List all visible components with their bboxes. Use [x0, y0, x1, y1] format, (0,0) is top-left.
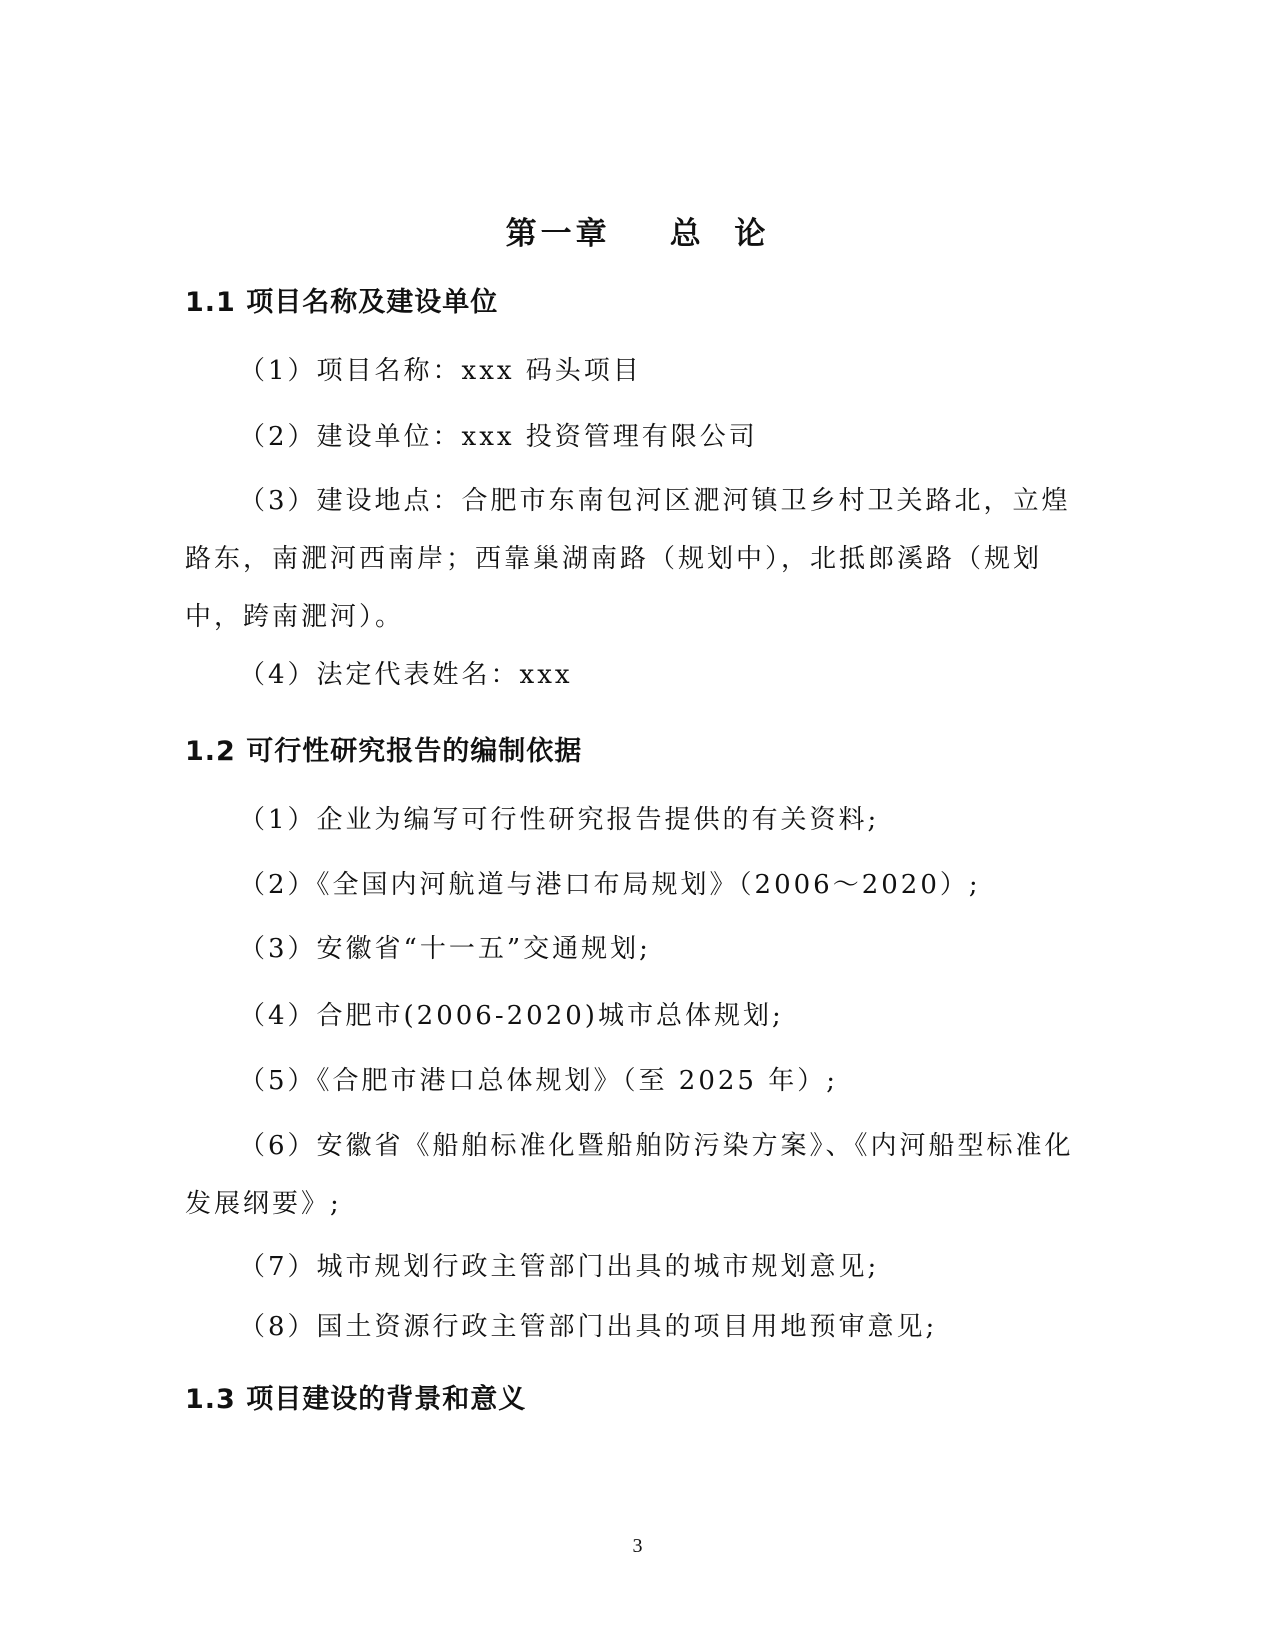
paragraph-basis-4: （4）合肥市(2006-2020)城市总体规划; [239, 1001, 784, 1031]
paragraph-construction-site: （3）建设地点：合肥市东南包河区淝河镇卫乡村卫关路北，立煌路东，南淝河西南岸；西靠巢湖南路（规划中），北抵郎溪路（规划中，跨南淝河）。 [185, 486, 1071, 632]
section-heading-1-1: 1.1 项目名称及建设单位 [185, 287, 499, 318]
paragraph-basis-6: （6）安徽省《船舶标准化暨船舶防污染方案》、《内河船型标准化发展纲要》; [185, 1131, 1074, 1219]
paragraph-basis-1: （1）企业为编写可行性研究报告提供的有关资料; [239, 805, 880, 835]
paragraph-basis-2: （2）《全国内河航道与港口布局规划》（2006～2020）; [239, 870, 981, 900]
paragraph-basis-5: （5）《合肥市港口总体规划》（至 2025 年）; [239, 1066, 838, 1096]
chapter-title: 第一章 总 论 [505, 216, 770, 252]
paragraph-legal-representative: （4）法定代表姓名：xxx [239, 660, 573, 690]
section-heading-1-2: 1.2 可行性研究报告的编制依据 [185, 736, 583, 767]
page-number: 3 [632, 1535, 643, 1557]
paragraph-project-name: （1）项目名称：xxx 码头项目 [239, 356, 642, 386]
paragraph-basis-8: （8）国土资源行政主管部门出具的项目用地预审意见; [239, 1312, 938, 1342]
section-heading-1-3: 1.3 项目建设的背景和意义 [185, 1384, 527, 1415]
paragraph-basis-7: （7）城市规划行政主管部门出具的城市规划意见; [239, 1252, 880, 1282]
paragraph-basis-3: （3）安徽省“十一五”交通规划; [239, 934, 651, 964]
paragraph-construction-unit: （2）建设单位：xxx 投资管理有限公司 [239, 422, 758, 452]
